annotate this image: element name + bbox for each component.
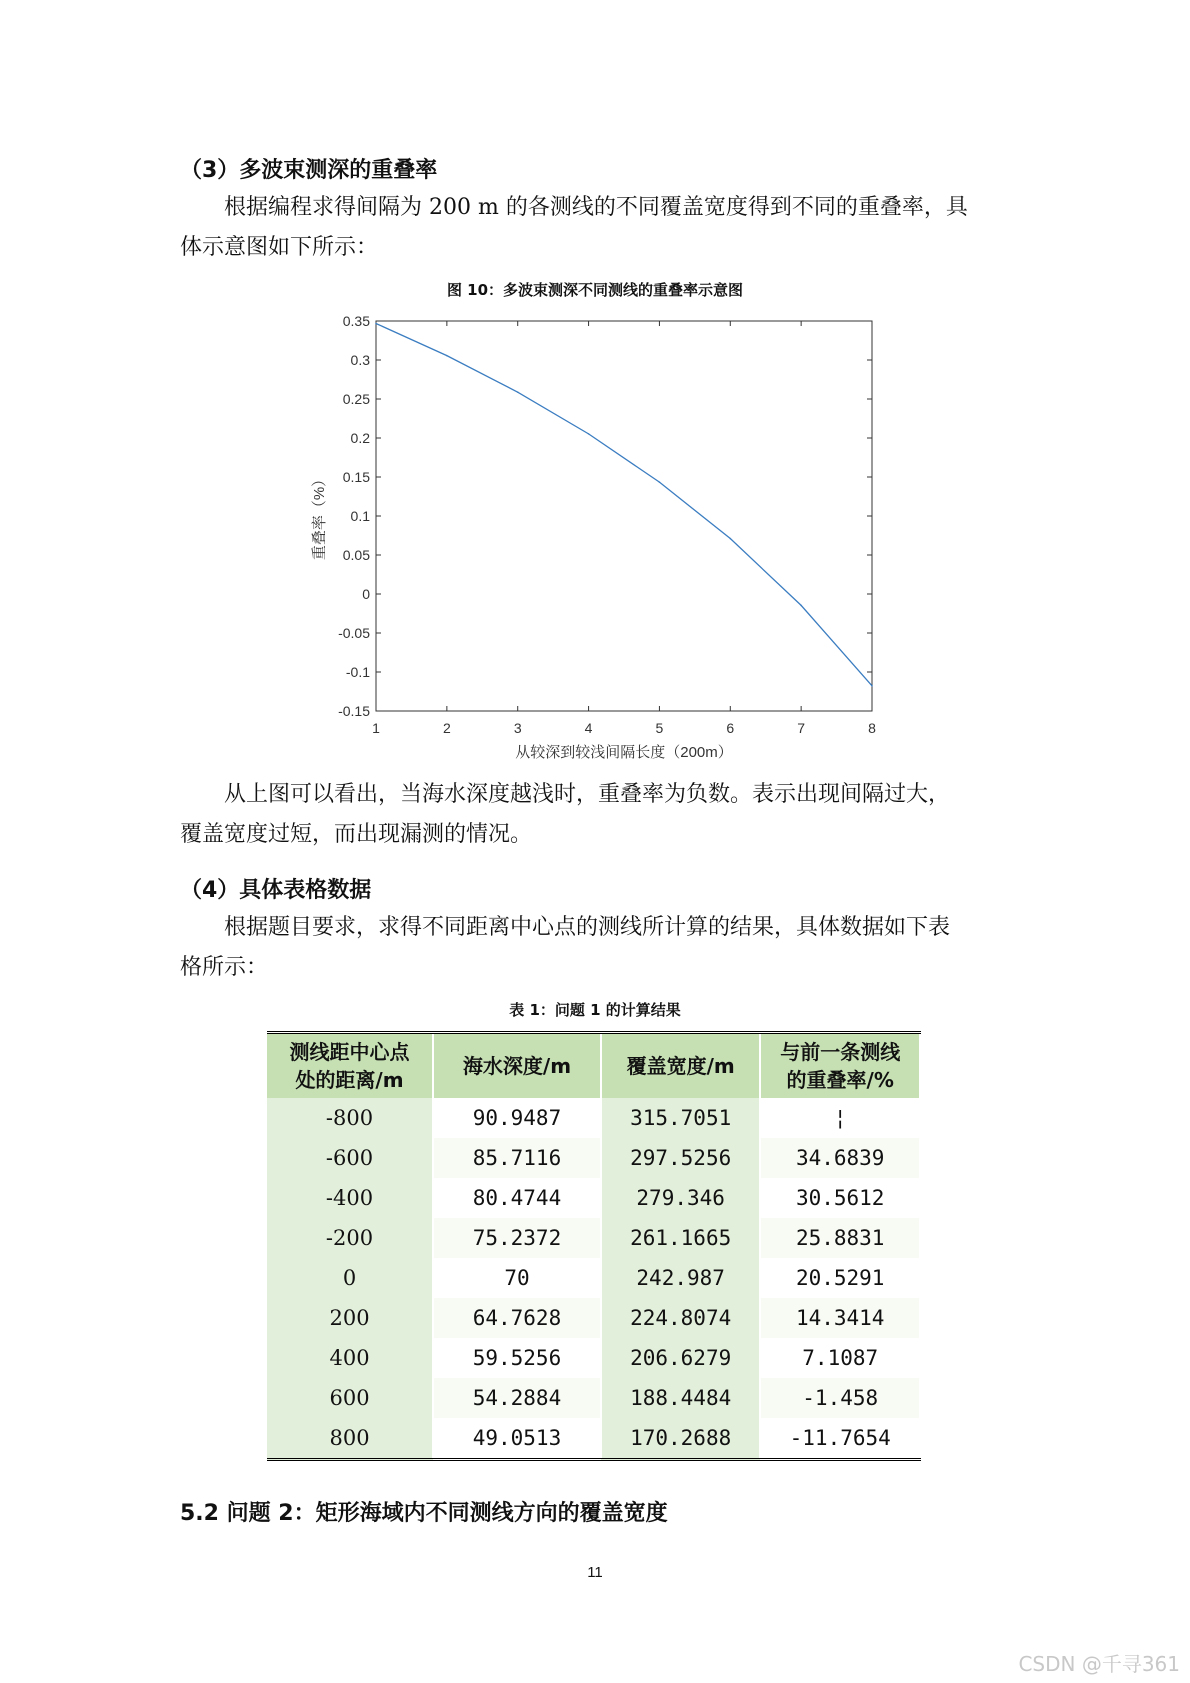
table-caption: 表 1：问题 1 的计算结果 bbox=[509, 1001, 681, 1019]
x-tick-label: 1 bbox=[372, 720, 380, 736]
table-cell: 64.7628 bbox=[433, 1298, 601, 1338]
data-point bbox=[871, 685, 873, 687]
table-cell: 7.1087 bbox=[760, 1338, 920, 1378]
y-tick-label: 0.3 bbox=[350, 352, 370, 368]
page-number: 11 bbox=[587, 1564, 603, 1581]
table-cell: 90.9487 bbox=[433, 1098, 601, 1138]
table-row bbox=[267, 1218, 920, 1258]
section52-heading: 5.2 问题 2：矩形海域内不同测线方向的覆盖宽度 bbox=[180, 1501, 668, 1526]
data-point bbox=[800, 605, 802, 607]
section3-heading: （3）多波束测深的重叠率 bbox=[180, 158, 438, 183]
csdn-watermark: CSDN @千寻361 bbox=[1018, 1652, 1180, 1676]
y-tick-label: -0.1 bbox=[345, 664, 370, 680]
table-cell: 30.5612 bbox=[760, 1178, 920, 1218]
table-row bbox=[267, 1418, 920, 1460]
table-cell: 20.5291 bbox=[760, 1258, 920, 1298]
table-cell: -600 bbox=[267, 1138, 433, 1178]
y-tick-label: 0.2 bbox=[350, 430, 370, 446]
table-cell: -11.7654 bbox=[760, 1418, 920, 1460]
data-point bbox=[517, 391, 519, 393]
table-cell: 75.2372 bbox=[433, 1218, 601, 1258]
para-line: 体示意图如下所示： bbox=[180, 235, 379, 260]
header-overlap: 与前一条测线 的重叠率/% bbox=[760, 1033, 920, 1099]
table-cell: -1.458 bbox=[760, 1378, 920, 1418]
table-cell: 224.8074 bbox=[601, 1298, 761, 1338]
table-row bbox=[267, 1258, 920, 1298]
y-tick-label: 0.35 bbox=[342, 313, 370, 329]
table-cell: 200 bbox=[267, 1298, 433, 1338]
table-cell: 261.1665 bbox=[601, 1218, 761, 1258]
table-row bbox=[267, 1298, 920, 1338]
header-width: 覆盖宽度/m bbox=[601, 1033, 761, 1099]
x-tick-label: 7 bbox=[797, 720, 806, 736]
table-cell: 400 bbox=[267, 1338, 433, 1378]
y-tick-label: 0.15 bbox=[342, 469, 370, 485]
y-tick-label: 0 bbox=[362, 586, 370, 602]
data-point bbox=[659, 481, 661, 483]
x-tick-label: 3 bbox=[513, 720, 522, 736]
x-tick-label: 4 bbox=[584, 720, 593, 736]
section4-heading: （4）具体表格数据 bbox=[180, 878, 372, 903]
overlap-rate-chart bbox=[300, 305, 900, 775]
para-line: 根据题目要求，求得不同距离中心点的测线所计算的结果，具体数据如下表 bbox=[224, 915, 951, 940]
x-tick-label: 6 bbox=[726, 720, 735, 736]
section3-paragraph bbox=[180, 188, 1010, 268]
para-line: 从上图可以看出，当海水深度越浅时，重叠率为负数。表示出现间隔过大， bbox=[224, 782, 951, 807]
y-tick-label: -0.15 bbox=[338, 703, 370, 719]
plot-frame bbox=[376, 321, 872, 711]
figure-caption: 图 10：多波束测深不同测线的重叠率示意图 bbox=[446, 281, 744, 299]
section4-paragraph bbox=[180, 908, 1010, 988]
data-point bbox=[446, 355, 448, 357]
table-cell: 14.3414 bbox=[760, 1298, 920, 1338]
y-tick-label: 0.05 bbox=[342, 547, 370, 563]
data-point bbox=[588, 433, 590, 435]
table-cell: ¦ bbox=[760, 1098, 920, 1138]
table-cell: 188.4484 bbox=[601, 1378, 761, 1418]
table-cell: 315.7051 bbox=[601, 1098, 761, 1138]
table-row bbox=[267, 1378, 920, 1418]
table-cell: -400 bbox=[267, 1178, 433, 1218]
header-distance: 测线距中心点 处的距离/m bbox=[267, 1033, 433, 1099]
table-row bbox=[267, 1138, 920, 1178]
table-cell: -800 bbox=[267, 1098, 433, 1138]
table-cell: 80.4744 bbox=[433, 1178, 601, 1218]
table-cell: 279.346 bbox=[601, 1178, 761, 1218]
table-cell: 0 bbox=[267, 1258, 433, 1298]
table-row bbox=[267, 1338, 920, 1378]
table-cell: 170.2688 bbox=[601, 1418, 761, 1460]
table-cell: 59.5256 bbox=[433, 1338, 601, 1378]
table-cell: 70 bbox=[433, 1258, 601, 1298]
y-tick-label: 0.25 bbox=[342, 391, 370, 407]
data-point bbox=[729, 538, 731, 540]
para-line: 覆盖宽度过短，而出现漏测的情况。 bbox=[180, 822, 533, 847]
table-cell: -200 bbox=[267, 1218, 433, 1258]
results-table bbox=[267, 1031, 921, 1461]
table-cell: 600 bbox=[267, 1378, 433, 1418]
table-header-row bbox=[267, 1033, 920, 1099]
para-line: 格所示： bbox=[180, 955, 269, 980]
x-tick-label: 5 bbox=[655, 720, 664, 736]
y-tick-label: -0.05 bbox=[338, 625, 370, 641]
data-point bbox=[375, 323, 377, 325]
table-cell: 49.0513 bbox=[433, 1418, 601, 1460]
table-cell: 800 bbox=[267, 1418, 433, 1460]
table-cell: 206.6279 bbox=[601, 1338, 761, 1378]
table-cell: 297.5256 bbox=[601, 1138, 761, 1178]
table-cell: 85.7116 bbox=[433, 1138, 601, 1178]
para-line: 根据编程求得间隔为 200 m 的各测线的不同覆盖宽度得到不同的重叠率，具 bbox=[224, 195, 968, 220]
table-row bbox=[267, 1178, 920, 1218]
y-tick-label: 0.1 bbox=[350, 508, 370, 524]
table-row bbox=[267, 1098, 920, 1138]
x-axis-label: 从较深到较浅间隔长度（200m） bbox=[515, 744, 733, 761]
table-cell: 242.987 bbox=[601, 1258, 761, 1298]
table-cell: 25.8831 bbox=[760, 1218, 920, 1258]
y-axis-label: 重叠率（%） bbox=[311, 471, 328, 561]
x-tick-label: 2 bbox=[442, 720, 451, 736]
after-figure-paragraph bbox=[180, 775, 1010, 855]
table-cell: 54.2884 bbox=[433, 1378, 601, 1418]
header-depth: 海水深度/m bbox=[433, 1033, 601, 1099]
x-tick-label: 8 bbox=[868, 720, 876, 736]
table-cell: 34.6839 bbox=[760, 1138, 920, 1178]
